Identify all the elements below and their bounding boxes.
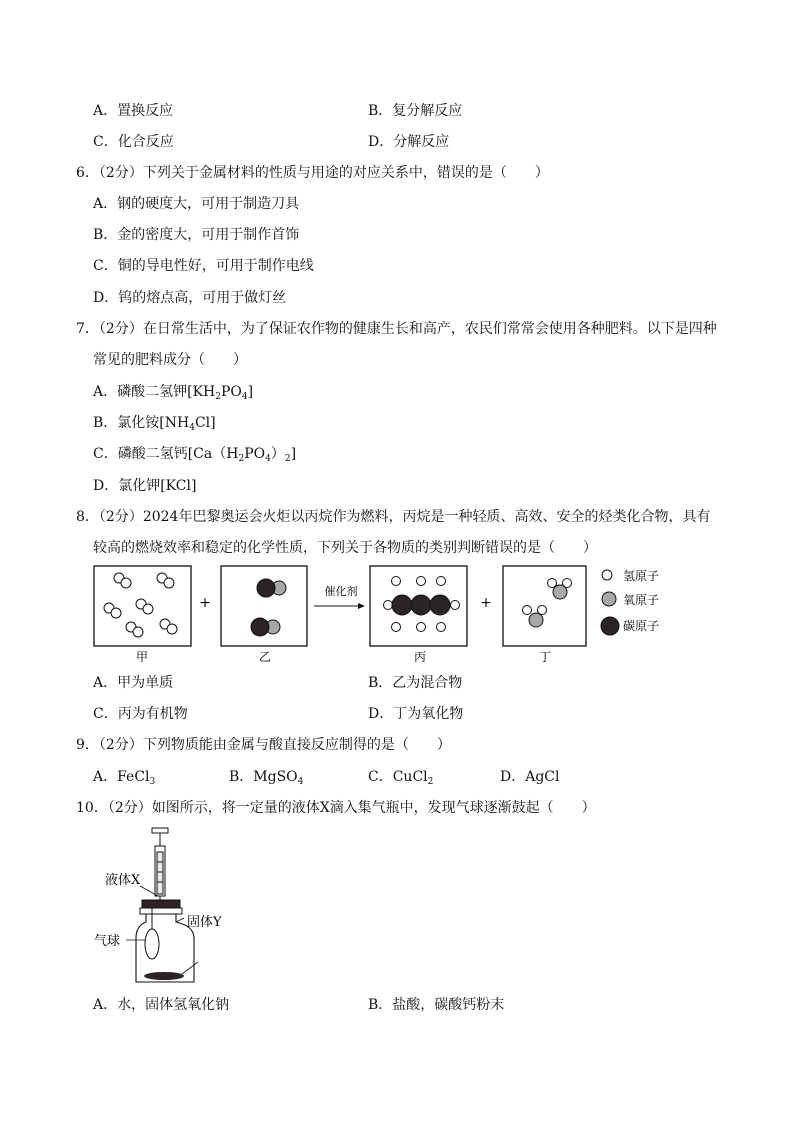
- q9-b-sub: 4: [297, 777, 304, 787]
- q7-option-b: [93, 413, 216, 433]
- q8-option-b: B．乙为混合物: [368, 675, 463, 691]
- q8-stem-line2: 较高的燃烧效率和稳定的化学性质，下列关于各物质的类别判断错误的是（ ）: [93, 540, 597, 556]
- stopper-base: [140, 908, 182, 914]
- q7-option-c: [93, 444, 296, 464]
- q9-b-text: B．MgSO: [229, 769, 298, 785]
- liquid-x-label: 液体X: [105, 873, 141, 888]
- q7-stem-line1: 7．（2分）在日常生活中，为了保证农作物的健康生长和高产，农民们常常会使用各种肥料。以下是四种: [76, 321, 717, 337]
- q6-option-c: C．铜的导电性好，可用于制作电线: [93, 258, 314, 274]
- q7-c-text2: PO: [244, 446, 266, 462]
- q7-b-sub: 4: [189, 423, 195, 433]
- q9-a-sub: 3: [149, 777, 156, 787]
- q7-option-d: D．氯化钾[KCl]: [93, 478, 197, 494]
- solid-y-label: 固体Y: [187, 915, 222, 930]
- q7-a-sub2: 4: [241, 392, 248, 402]
- plus-sign-1: +: [199, 595, 211, 611]
- q7-a-sub1: 2: [215, 392, 221, 402]
- q10-apparatus-diagram: [90, 822, 270, 992]
- q7-c-text4: ]: [290, 446, 297, 462]
- catalyst-label: 催化剂: [324, 585, 358, 598]
- q7-c-sub3: 2: [284, 454, 291, 464]
- q9-option-c: [368, 767, 433, 787]
- q9-option-a: [93, 767, 155, 787]
- q6-option-d: D．钨的熔点高，可用于做灯丝: [93, 290, 287, 306]
- solid-y: [144, 972, 184, 980]
- q7-c-text1: C．磷酸二氢钙[Ca（H: [93, 446, 239, 462]
- balloon: [145, 929, 159, 959]
- q10-stem: 10．（2分）如图所示，将一定量的液体X滴入集气瓶中，发现气球逐渐鼓起（ ）: [76, 800, 596, 816]
- label-bing: 丙: [413, 650, 427, 664]
- q7-c-text3: ）: [270, 446, 285, 462]
- q7-a-text3: ]: [247, 384, 254, 400]
- q5-option-b: B．复分解反应: [368, 103, 463, 119]
- q9-c-text: C．CuCl: [368, 769, 428, 785]
- q7-stem-line2: 常见的肥料成分（ ）: [93, 352, 247, 368]
- q8-option-a: A．甲为单质: [93, 675, 174, 691]
- q7-b-text1: B．氯化铵[NH: [93, 415, 190, 431]
- q8-option-c: C．丙为有机物: [93, 706, 188, 722]
- q10-option-b: B．盐酸，碳酸钙粉末: [368, 997, 505, 1013]
- q5-option-c: C．化合反应: [93, 134, 174, 150]
- q9-c-sub: 2: [427, 777, 434, 787]
- stopper: [142, 900, 180, 908]
- q7-a-text2: PO: [220, 384, 242, 400]
- q7-a-text1: A．磷酸二氢钾[KH: [93, 384, 216, 400]
- q6-stem: 6．（2分）下列关于金属材料的性质与用途的对应关系中，错误的是（ ）: [76, 165, 549, 181]
- leader-solid: [176, 918, 184, 922]
- balloon-label: 气球: [94, 934, 121, 949]
- q8-molecule-diagram: [90, 562, 690, 670]
- q10-option-a: A．水，固体氢氧化钠: [93, 997, 230, 1013]
- legend-oxygen-icon: [602, 592, 616, 606]
- q8-option-d: D．丁为氧化物: [368, 706, 464, 722]
- q5-option-d: D．分解反应: [368, 134, 450, 150]
- label-yi: 乙: [258, 650, 272, 664]
- q7-b-text2: Cl]: [194, 415, 216, 431]
- legend-carbon-icon: [601, 617, 619, 635]
- arrow-head: [358, 603, 365, 609]
- legend-hydrogen-icon: [602, 570, 612, 580]
- q8-stem-line1: 8．（2分）2024年巴黎奥运会火炬以丙烷作为燃料，丙烷是一种轻质、高效、安全的烃类化合物，具有: [76, 509, 711, 525]
- q6-option-a: A．钢的硬度大，可用于制造刀具: [93, 196, 300, 212]
- label-ding: 丁: [538, 650, 552, 664]
- label-jia: 甲: [135, 650, 149, 664]
- q6-option-b: B．金的密度大，可用于制作首饰: [93, 227, 300, 243]
- q7-c-sub2: 4: [265, 454, 271, 464]
- q9-stem: 9．（2分）下列物质能由金属与酸直接反应制得的是（ ）: [76, 737, 451, 753]
- q7-option-a: [93, 382, 253, 402]
- q9-a-text: A．FeCl: [93, 769, 150, 785]
- q9-option-b: [229, 767, 303, 787]
- legend-oxygen: 氧原子: [623, 593, 660, 607]
- legend-hydrogen: 氢原子: [623, 569, 660, 583]
- q5-option-a: A．置换反应: [93, 103, 174, 119]
- legend-carbon: 碳原子: [623, 619, 660, 633]
- syringe: [152, 828, 168, 908]
- q7-c-sub1: 2: [238, 454, 245, 464]
- plus-sign-2: +: [480, 595, 492, 611]
- atom-legend: [601, 569, 659, 635]
- q9-option-d: D．AgCl: [500, 769, 560, 785]
